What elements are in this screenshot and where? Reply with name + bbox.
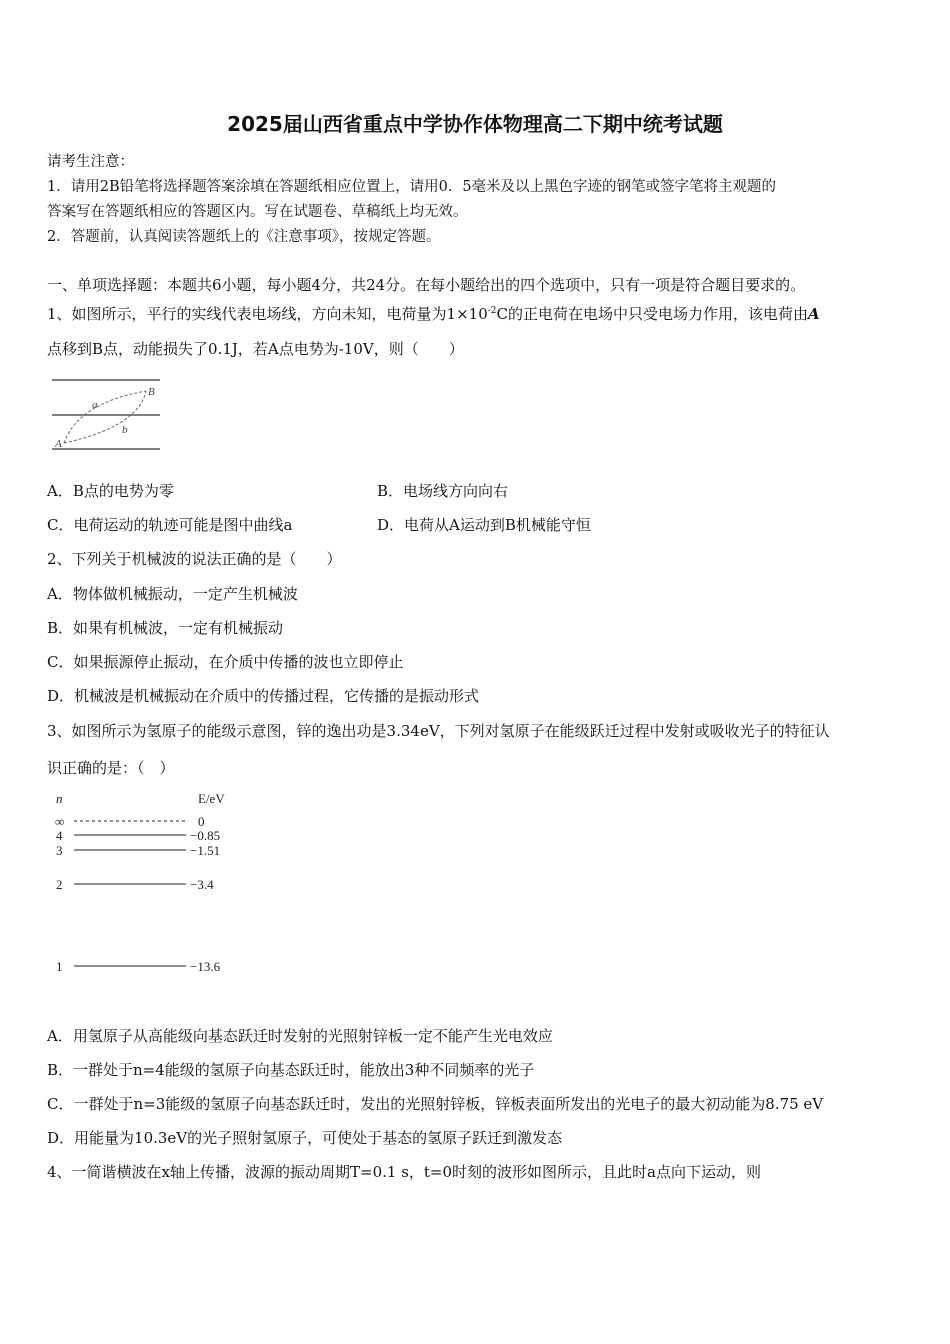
q3-level-inf-n: ∞	[55, 814, 65, 829]
q2-option-a: A．物体做机械振动，一定产生机械波	[47, 585, 298, 603]
q3-level-1-n: 1	[56, 959, 63, 974]
q1-stem-line-1	[47, 301, 820, 324]
q3-energy-level-diagram	[50, 786, 250, 980]
notice-line-3: 2．答题前，认真阅读答题纸上的《注意事项》，按规定答题。	[47, 229, 441, 245]
q1-label-B: B	[148, 386, 155, 398]
q1-curve-b	[64, 391, 146, 443]
notice-line-2: 答案写在答题纸相应的答题区内。写在试题卷、草稿纸上均无效。	[47, 204, 468, 220]
q3-level-inf-e: 0	[198, 814, 205, 829]
notice-line-1: 1．请用2B铅笔将选择题答案涂填在答题纸相应位置上，请用0．5毫米及以上黑色字迹的钢笔或签字笔将主观题的	[47, 179, 777, 195]
q3-level-3-e: −1.51	[190, 843, 221, 858]
q1-option-a: A．B点的电势为零	[47, 482, 174, 500]
q3-stem-line-1: 3、如图所示为氢原子的能级示意图，锌的逸出功是3.34eV，下列对氢原子在能级跃迁过程中发射或吸收光子的特征认	[47, 722, 830, 740]
q4-stem: 4、一简谐横波在x轴上传播，波源的振动周期T=0.1 s，t=0时刻的波形如图所示，且此时a点向下运动，则	[47, 1163, 761, 1181]
q1-stem-part-3: A	[808, 305, 820, 323]
section-heading: 一、单项选择题：本题共6小题，每小题4分，共24分。在每小题给出的四个选项中，只有一项是符合题目要求的。	[47, 276, 806, 294]
q1-exponent: -2	[487, 306, 497, 316]
q3-e-header: E/eV	[198, 791, 225, 806]
q1-option-c: C．电荷运动的轨迹可能是图中曲线a	[47, 516, 293, 534]
page-title: 2025届山西省重点中学协作体物理高二下期中统考试题	[227, 112, 723, 136]
notice-heading: 请考生注意：	[47, 154, 134, 170]
q2-stem: 2、下列关于机械波的说法正确的是（ ）	[47, 550, 342, 568]
q3-level-1-e: −13.6	[190, 959, 221, 974]
q1-option-b: B．电场线方向向右	[377, 482, 509, 500]
q1-label-b: b	[122, 424, 128, 436]
q3-level-4-e: −0.85	[190, 828, 221, 843]
q2-option-b: B．如果有机械波，一定有机械振动	[47, 619, 284, 637]
q1-curve-a	[64, 391, 146, 443]
q2-option-d: D．机械波是机械振动在介质中的传播过程，它传播的是振动形式	[47, 687, 480, 705]
q3-level-2-e: −3.4	[190, 877, 214, 892]
q1-stem-part-1: 1、如图所示，平行的实线代表电场线，方向未知，电荷量为1×10	[47, 305, 488, 323]
q1-stem-line-2: 点移到B点，动能损失了0.1J，若A点电势为-10V，则（ ）	[47, 340, 464, 358]
q1-field-line-figure	[48, 375, 168, 453]
q3-option-c: C．一群处于n=3能级的氢原子向基态跃迁时，发出的光照射锌板，锌板表面所发出的光电子的最大初动能为8.75 eV	[47, 1095, 824, 1113]
q3-level-2-n: 2	[56, 877, 63, 892]
q1-label-A: A	[55, 438, 62, 450]
q3-n-header: n	[56, 791, 63, 806]
q3-level-4-n: 4	[56, 828, 63, 843]
q1-option-d: D．电荷从A运动到B机械能守恒	[377, 516, 591, 534]
q3-stem-line-2: 识正确的是：（ ）	[47, 759, 175, 777]
q3-option-a: A．用氢原子从高能级向基态跃迁时发射的光照射锌板一定不能产生光电效应	[47, 1027, 553, 1045]
q3-level-3-n: 3	[56, 843, 63, 858]
q2-option-c: C．如果振源停止振动，在介质中传播的波也立即停止	[47, 653, 404, 671]
q1-stem-part-2: C的正电荷在电场中只受电场力作用，该电荷由	[496, 305, 809, 323]
q1-label-a: a	[92, 399, 98, 411]
q3-option-d: D．用能量为10.3eV的光子照射氢原子，可使处于基态的氢原子跃迁到激发态	[47, 1129, 563, 1147]
q3-option-b: B．一群处于n=4能级的氢原子向基态跃迁时，能放出3种不同频率的光子	[47, 1061, 535, 1079]
